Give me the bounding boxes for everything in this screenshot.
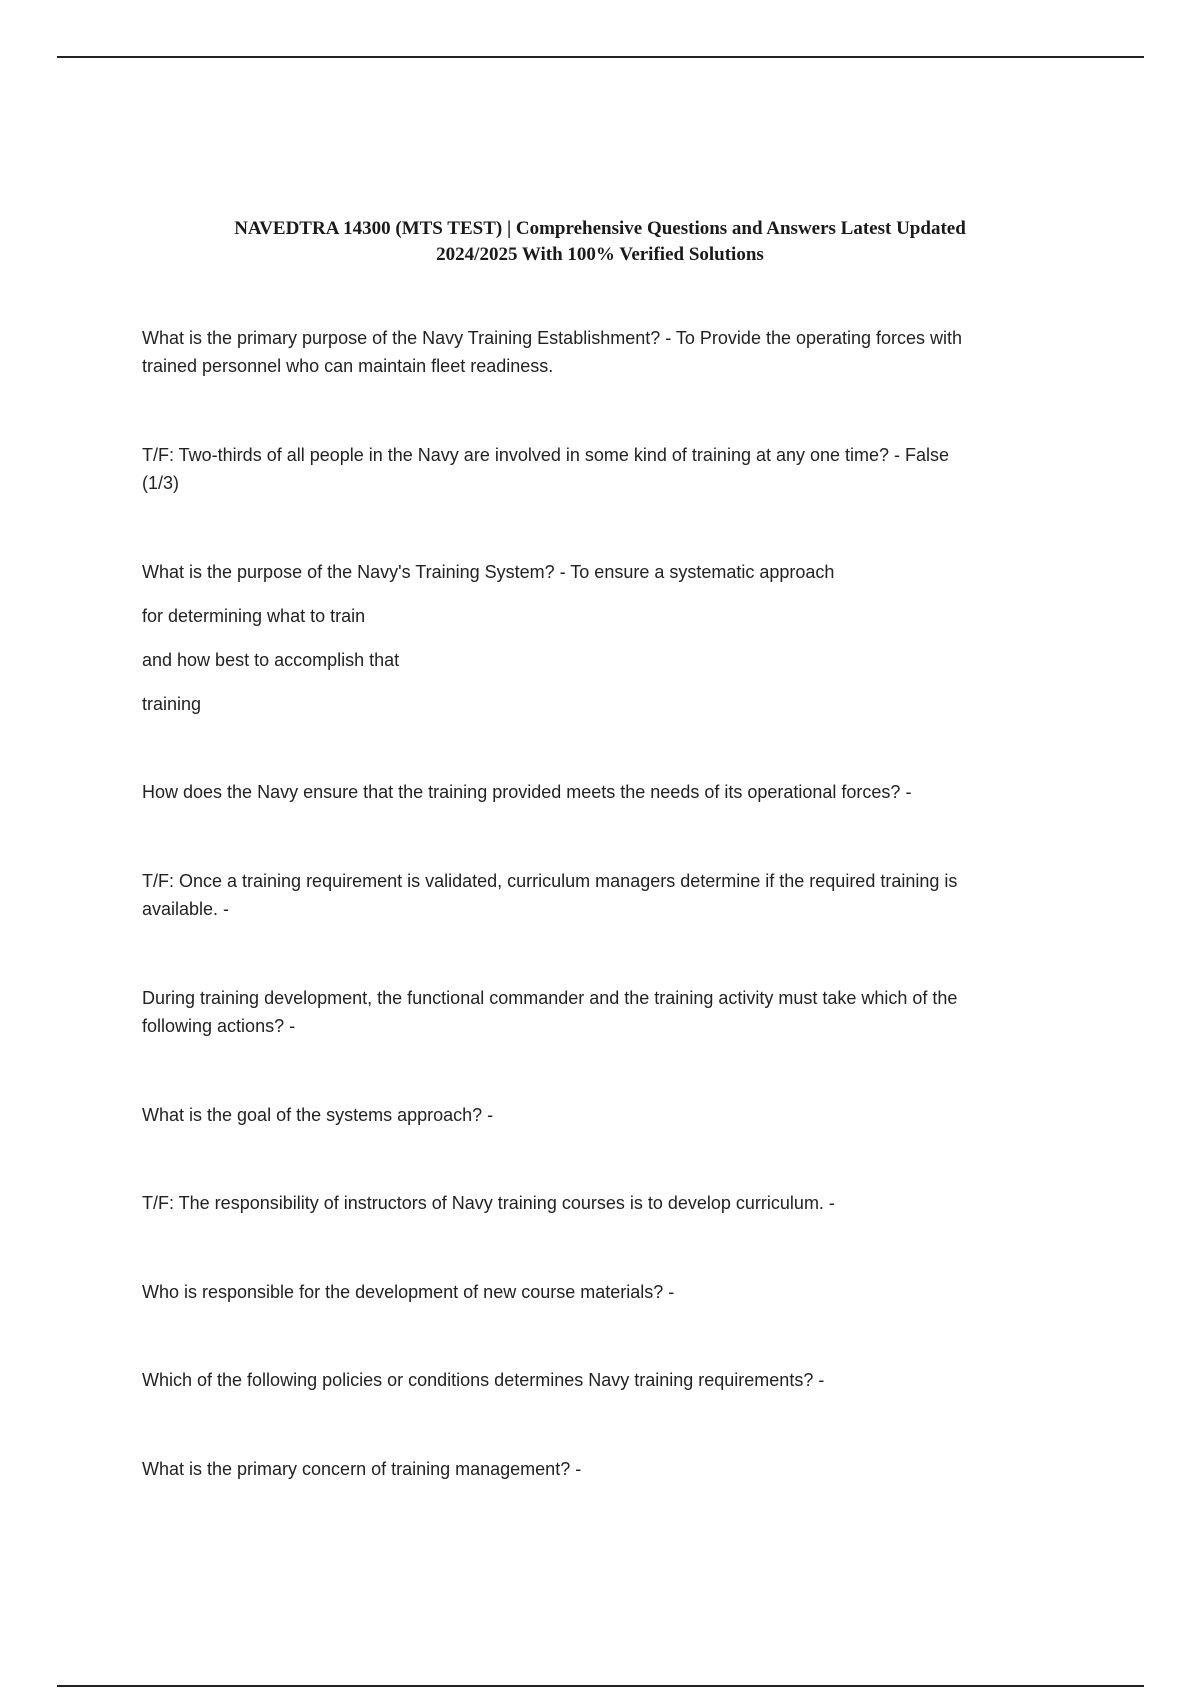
- qa-item-2: [142, 441, 1072, 497]
- qa-item-7: [142, 1101, 1072, 1129]
- qa-text: trained personnel who can maintain fleet readiness.: [142, 356, 554, 376]
- qa-text: T/F: Two-thirds of all people in the Navy are involved in some kind of training at any one time? - False: [142, 445, 950, 465]
- qa-text: What is the primary purpose of the Navy Training Establishment? - To Provide the operating forces with: [142, 328, 963, 348]
- title-line-2: 2024/2025 With 100% Verified Solutions: [436, 244, 764, 265]
- qa-text: T/F: Once a training requirement is validated, curriculum managers determine if the required training is: [142, 871, 958, 891]
- qa-text: Who is responsible for the development of new course materials? -: [142, 1282, 675, 1302]
- qa-item-4: [142, 778, 1072, 806]
- qa-item-6: [142, 984, 1072, 1040]
- qa-text: and how best to accomplish that: [142, 650, 400, 670]
- qa-text: following actions? -: [142, 1016, 296, 1036]
- qa-text: for determining what to train: [142, 606, 366, 626]
- qa-item-3: [142, 558, 1072, 718]
- bottom-rule: [57, 1685, 1144, 1687]
- qa-item-1: [142, 324, 1072, 380]
- qa-text: What is the primary concern of training management? -: [142, 1459, 582, 1479]
- qa-text: (1/3): [142, 473, 180, 493]
- qa-item-11: [142, 1455, 1072, 1483]
- qa-text: T/F: The responsibility of instructors of Navy training courses is to develop curriculum. -: [142, 1193, 835, 1213]
- qa-text: training: [142, 694, 202, 714]
- qa-item-9: [142, 1278, 1072, 1306]
- title-line-1: NAVEDTRA 14300 (MTS TEST) | Comprehensive Questions and Answers Latest Updated: [234, 218, 966, 239]
- qa-item-10: [142, 1366, 1072, 1394]
- qa-text: During training development, the functional commander and the training activity must take which of the: [142, 988, 958, 1008]
- top-rule: [57, 56, 1144, 58]
- qa-text: available. -: [142, 899, 230, 919]
- qa-text: Which of the following policies or conditions determines Navy training requirements? -: [142, 1370, 825, 1390]
- qa-text: What is the purpose of the Navy's Training System? - To ensure a systematic approach: [142, 562, 835, 582]
- qa-text: How does the Navy ensure that the training provided meets the needs of its operational forces? -: [142, 782, 912, 802]
- document-title: [120, 216, 1080, 268]
- qa-item-5: [142, 867, 1072, 923]
- qa-item-8: [142, 1189, 1072, 1217]
- qa-text: What is the goal of the systems approach? -: [142, 1105, 494, 1125]
